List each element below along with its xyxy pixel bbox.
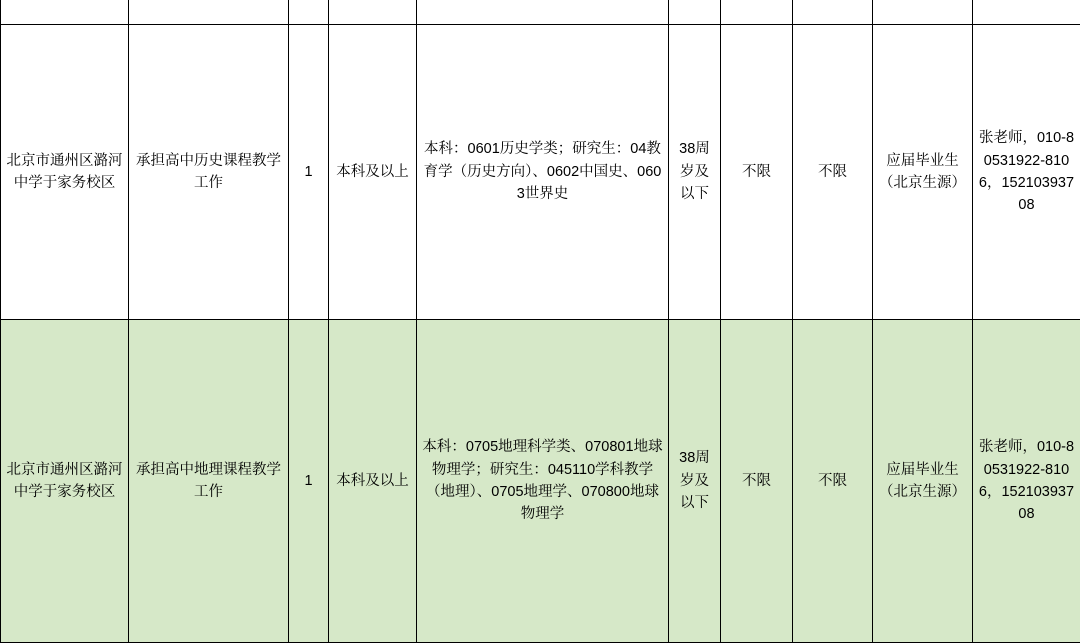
cell-major: 本科：0705地理科学类、070801地球物理学；研究生：045110学科教学（地理）、0705地理学、070800地球物理学 (417, 320, 669, 643)
table-cell (289, 0, 329, 25)
table-cell (329, 0, 417, 25)
cell-teacher-certificate: 不限 (721, 320, 793, 643)
table-cell (1, 0, 129, 25)
cell-major: 本科：0601历史学类；研究生：04教育学（历史方向）、0602中国史、0603世界史 (417, 25, 669, 320)
cell-contact: 张老师，010-80531922-8106，15210393708 (973, 320, 1080, 643)
table-cell (417, 0, 669, 25)
table-cell (793, 0, 873, 25)
cell-education: 本科及以上 (329, 320, 417, 643)
cell-contact: 张老师，010-80531922-8106，15210393708 (973, 25, 1080, 320)
cell-other: 不限 (793, 320, 873, 643)
cell-unit-campus: 北京市通州区潞河中学于家务校区 (1, 25, 129, 320)
table-cell (129, 0, 289, 25)
table-row (1, 320, 1080, 643)
cell-headcount: 1 (289, 25, 329, 320)
cell-requirement: 应届毕业生（北京生源） (873, 25, 973, 320)
cell-other: 不限 (793, 25, 873, 320)
cell-job-duty: 承担高中历史课程教学工作 (129, 25, 289, 320)
cell-education: 本科及以上 (329, 25, 417, 320)
cell-age: 38周岁及以下 (669, 320, 721, 643)
cell-job-duty: 承担高中地理课程教学工作 (129, 320, 289, 643)
table-cell (669, 0, 721, 25)
table-cell (973, 0, 1080, 25)
table-row (1, 25, 1080, 320)
cell-teacher-certificate: 不限 (721, 25, 793, 320)
cell-unit-campus: 北京市通州区潞河中学于家务校区 (1, 320, 129, 643)
cell-age: 38周岁及以下 (669, 25, 721, 320)
table-cell (873, 0, 973, 25)
cell-requirement: 应届毕业生（北京生源） (873, 320, 973, 643)
table-cell (721, 0, 793, 25)
table-row-partial-top (1, 0, 1080, 25)
cell-headcount: 1 (289, 320, 329, 643)
